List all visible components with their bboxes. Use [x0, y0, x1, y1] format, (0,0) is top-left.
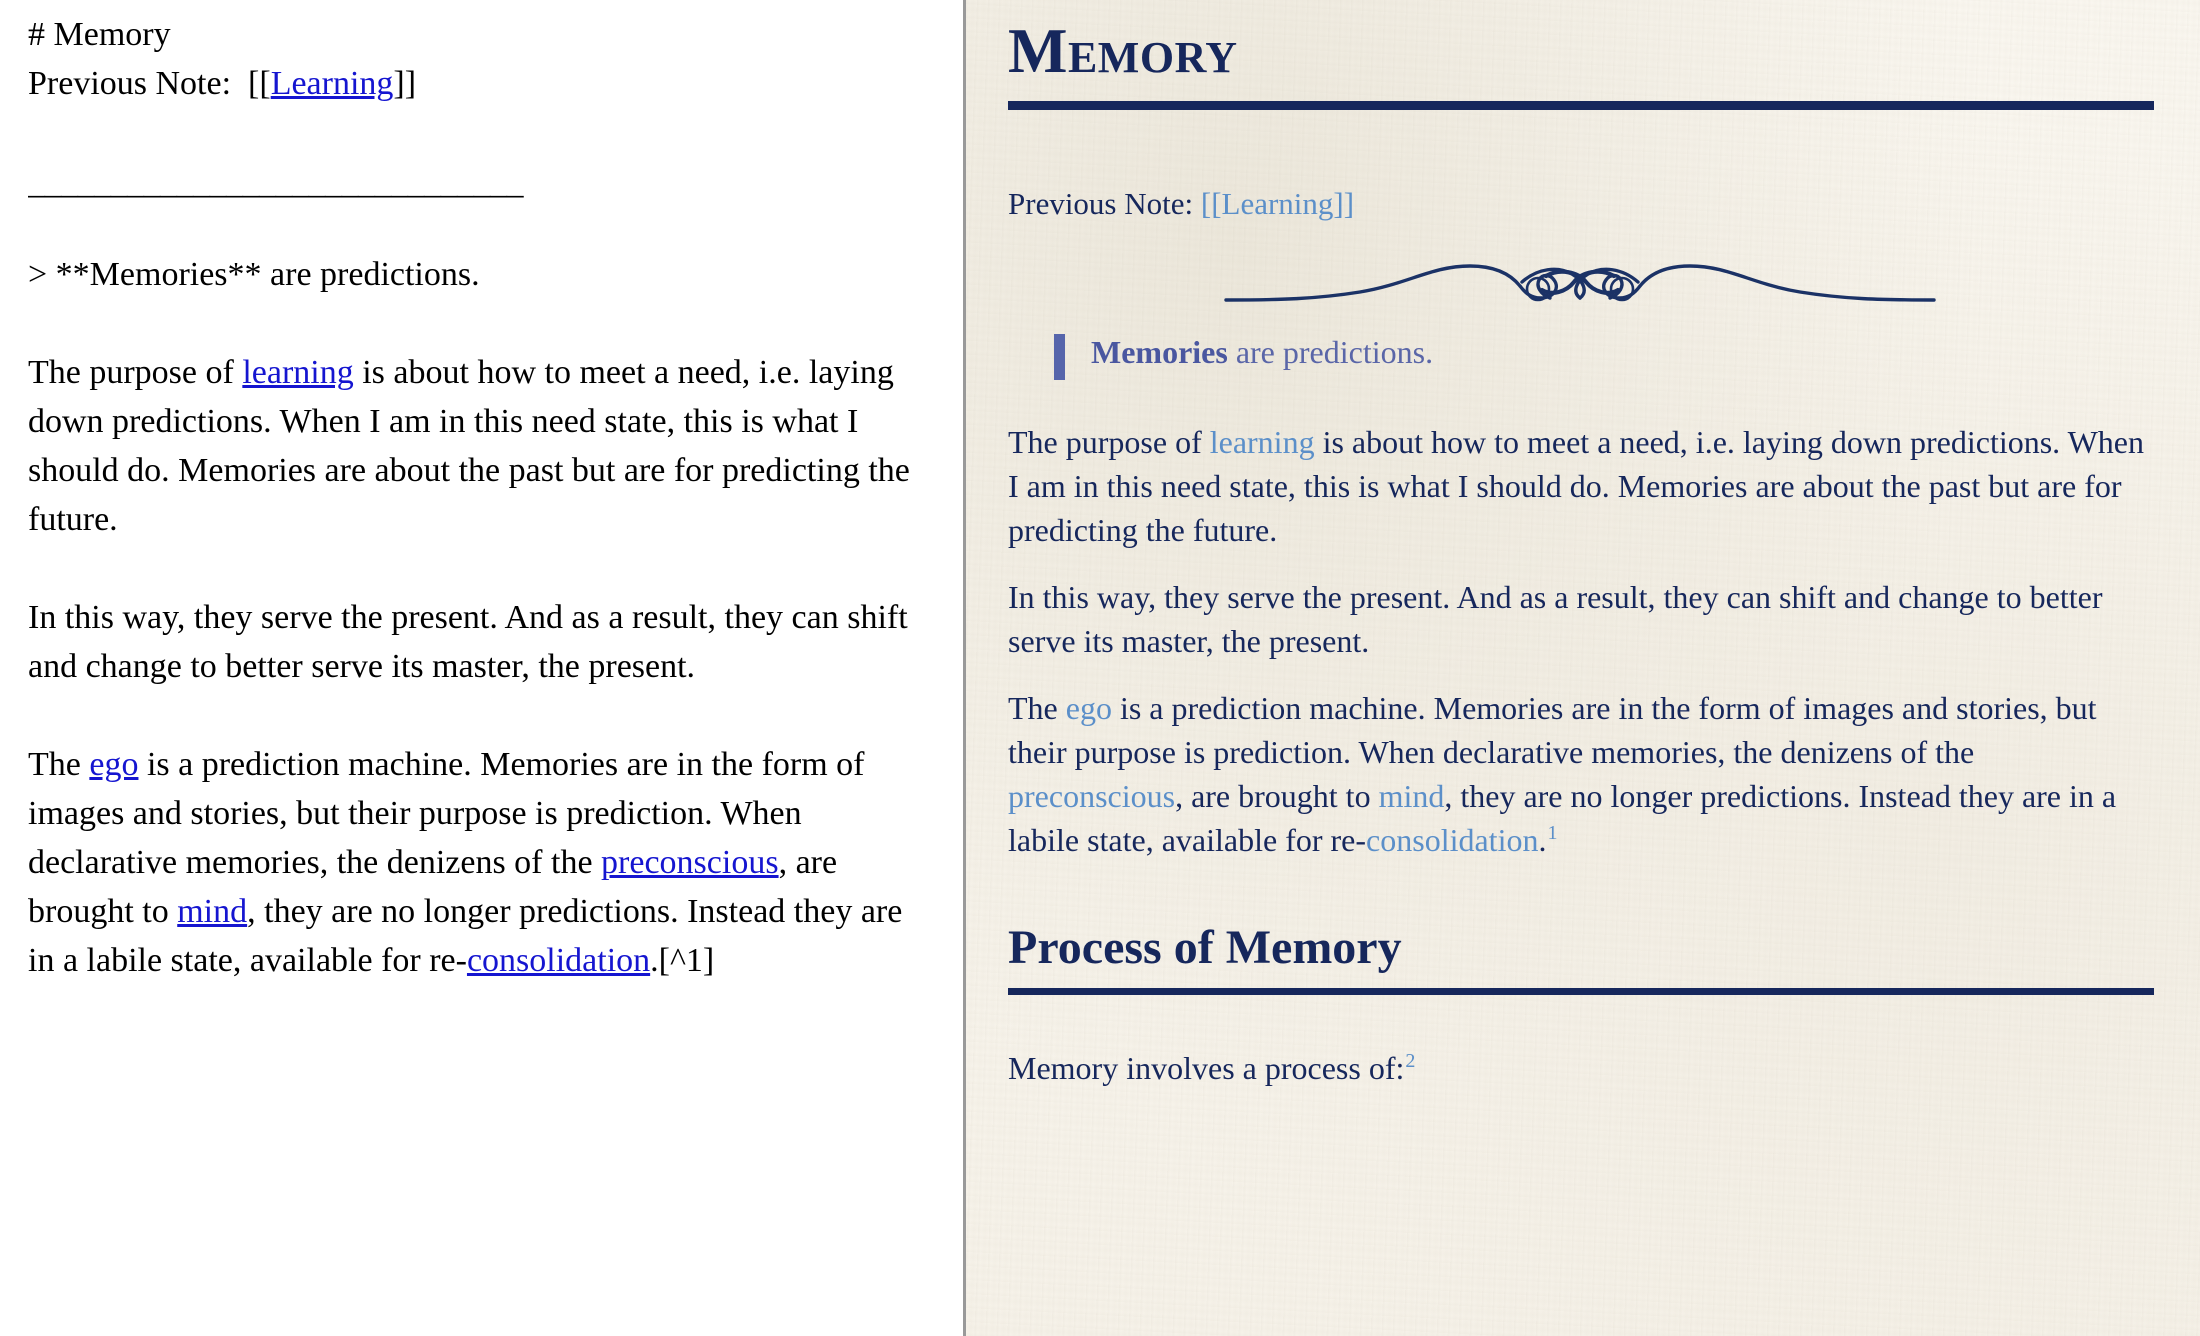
blockquote [1004, 330, 2156, 380]
source-prevnote-suffix: ]] [393, 65, 417, 102]
source-p3-seg7: , they are no longer predictions. Instead they are in a labile state, available for re- [28, 893, 903, 979]
source-blank-line-3 [28, 201, 933, 250]
blockquote-text [1065, 330, 1433, 374]
preview-paragraph-4 [1004, 995, 2156, 1090]
title-underline-rule [1008, 101, 2154, 110]
source-link-ego[interactable]: ego [89, 746, 139, 783]
p1-after: is about how to meet a need, i.e. laying down predictions. When I am in this need state, this is what I should do. Memories are about the past but are for predicting the future. [1008, 424, 2144, 548]
section-heading-process-of-memory: Process of Memory [1008, 921, 1402, 974]
p3-s3: , are brought to [1175, 778, 1379, 814]
preview-link-mind[interactable]: mind [1378, 778, 1445, 814]
page-title: Memory [1008, 16, 1238, 86]
source-p3-seg9: .[^1] [650, 942, 715, 979]
source-line-heading[interactable] [28, 10, 933, 59]
footnote-ref-2[interactable]: 2 [1405, 1050, 1416, 1073]
source-p1-seg1: The purpose of [28, 354, 243, 391]
blockquote-bold-term: Memories [1091, 334, 1228, 370]
preview-link-ego[interactable]: ego [1065, 690, 1112, 726]
source-p3-seg1: The [28, 746, 90, 783]
source-line-prev-note[interactable] [28, 59, 933, 108]
previous-note-label: Previous Note: [1008, 186, 1201, 221]
source-blank-line-1 [28, 108, 933, 157]
previous-note-line [1004, 110, 2156, 224]
blockquote-rest: are predictions. [1227, 334, 1434, 370]
source-blank-line-6 [28, 691, 933, 740]
source-link-consolidation[interactable]: consolidation [466, 942, 651, 979]
preview-paragraph-3 [1004, 686, 2156, 862]
source-horizontal-rule: ______________________________ [28, 173, 523, 201]
source-blank-line-4 [28, 299, 933, 348]
source-p1-seg3: is about how to meet a need, i.e. laying down predictions. When I am in this need state, this is what I should do. Memories are about the past but are for predicting the future. [28, 354, 910, 538]
p3-s5: . [1538, 822, 1547, 858]
source-heading-hash: # [28, 16, 54, 53]
source-link-learning[interactable]: learning [242, 354, 354, 391]
p4-text: Memory involves a process of: [1008, 1050, 1405, 1086]
p3-s1: The [1008, 690, 1066, 726]
p3-s4: , they are no longer predictions. Instead they are in a labile state, available for re- [1008, 778, 2117, 858]
previous-note-wikilink[interactable]: [[Learning]] [1200, 186, 1355, 221]
preview-paragraph-1 [1004, 420, 2156, 552]
preview-link-consolidation[interactable]: consolidation [1366, 822, 1539, 858]
footnote-ref-1[interactable]: 1 [1547, 822, 1558, 845]
section-heading-underline-rule [1008, 988, 2154, 995]
flourish-divider-icon [1220, 242, 1940, 322]
preview-link-preconscious[interactable]: preconscious [1008, 778, 1176, 814]
source-paragraph-1[interactable] [28, 348, 933, 544]
markdown-source-pane[interactable] [0, 0, 963, 1336]
blockquote-accent-bar [1054, 334, 1065, 380]
p1-before: The purpose of [1008, 424, 1210, 460]
source-paragraph-2[interactable]: In this way, they serve the present. And as a result, they can shift and change to better serve its master, the present. [28, 599, 908, 685]
p3-s2: is a prediction machine. Memories are in the form of images and stories, but their purpose is prediction. When declarative memories, the denizens of the [1008, 690, 2097, 770]
preview-paragraph-2: In this way, they serve the present. And as a result, they can shift and change to better serve its master, the present. [1008, 579, 2103, 659]
source-p3-seg3: is a prediction machine. Memories are in the form of images and stories, but their purpose is prediction. When declarative memories, the denizens of the [28, 746, 865, 881]
source-heading-text: Memory [53, 16, 171, 53]
source-prevnote-prefix: Previous Note: [[ [28, 65, 271, 102]
source-wikilink-learning[interactable]: Learning [270, 65, 394, 102]
source-blank-line-2 [28, 157, 933, 173]
source-link-preconscious[interactable]: preconscious [601, 844, 779, 881]
source-link-mind[interactable]: mind [177, 893, 248, 930]
source-blockquote-line[interactable]: > **Memories** are predictions. [28, 256, 480, 293]
source-blank-line-5 [28, 544, 933, 593]
preview-link-learning[interactable]: learning [1209, 424, 1315, 460]
rendered-preview-pane[interactable] [966, 0, 2200, 1336]
source-paragraph-3[interactable] [28, 740, 933, 985]
source-p3-seg5: , are brought to [28, 844, 838, 930]
